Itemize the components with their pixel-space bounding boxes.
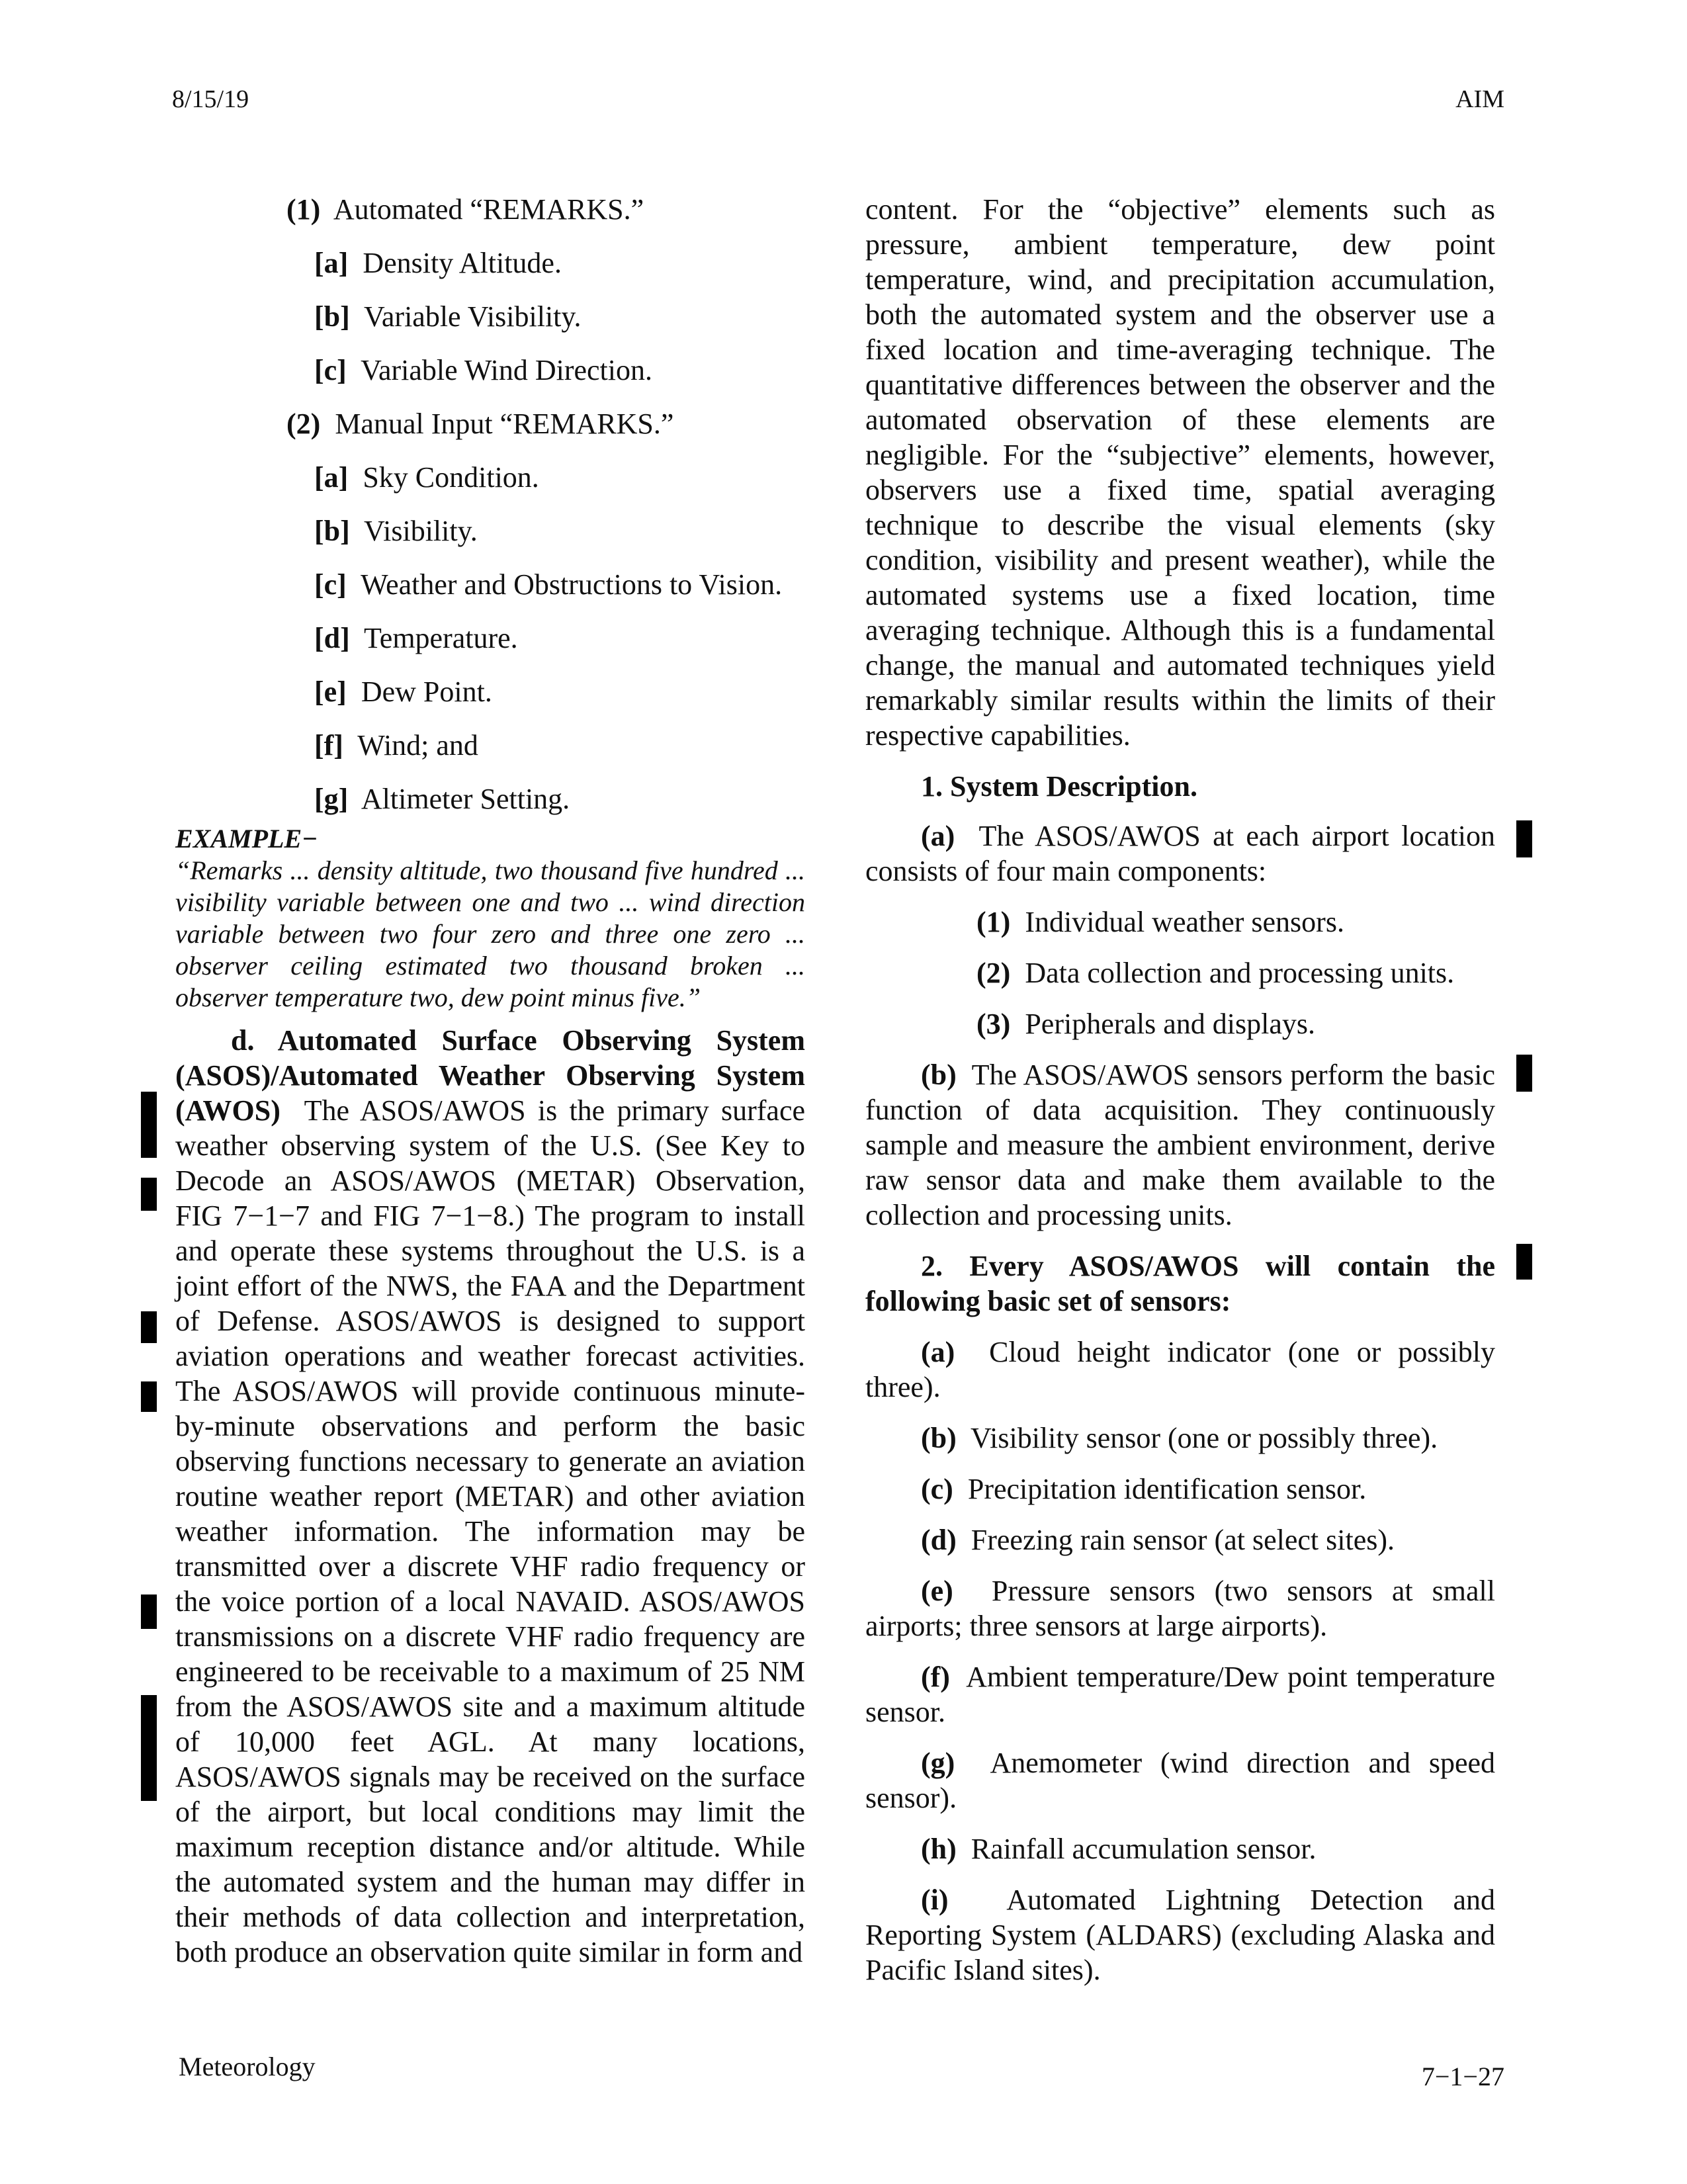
sensors-function-paragraph bbox=[865, 1057, 1495, 1233]
component-item bbox=[865, 904, 1495, 939]
remarks-sub-item bbox=[175, 353, 805, 388]
item-number: (a) bbox=[921, 820, 955, 852]
item-number: (c) bbox=[921, 1473, 953, 1505]
sensor-item bbox=[865, 1420, 1495, 1456]
item-text: The ASOS/AWOS at each airport location consists of four main components: bbox=[865, 820, 1495, 887]
item-text: Ambient temperature/Dew point temperature sensor. bbox=[865, 1661, 1495, 1728]
change-bar bbox=[141, 1695, 157, 1801]
item-number: [c] bbox=[314, 354, 347, 386]
item-text: Variable Wind Direction. bbox=[361, 354, 653, 386]
item-number: [d] bbox=[314, 622, 350, 654]
components-paragraph bbox=[865, 818, 1495, 889]
section-d-heading: d. Automated Surface Observing System (ASOS)/Automated Weather Observing System (AWOS) bbox=[175, 1024, 805, 1127]
item-number: (h) bbox=[921, 1833, 957, 1865]
change-bar bbox=[141, 1381, 157, 1412]
item-text: Peripherals and displays. bbox=[1025, 1008, 1316, 1040]
remarks-sub-item bbox=[175, 567, 805, 602]
sensor-item bbox=[865, 1522, 1495, 1557]
item-text: Variable Visibility. bbox=[364, 300, 582, 333]
sensor-set-heading: 2. Every ASOS/AWOS will contain the following basic set of sensors: bbox=[865, 1250, 1495, 1317]
sensor-item bbox=[865, 1573, 1495, 1643]
item-text: Pressure sensors (two sensors at small airports; three sensors at large airports). bbox=[865, 1575, 1496, 1642]
item-text: Visibility sensor (one or possibly three). bbox=[971, 1422, 1438, 1454]
item-text: Automated “REMARKS.” bbox=[333, 193, 644, 226]
item-number: (a) bbox=[921, 1336, 955, 1368]
item-text: Temperature. bbox=[364, 622, 518, 654]
item-text: The ASOS/AWOS sensors perform the basic function of data acquisition. They continuously sample and measure the ambient environment, derive raw sensor data and make them available to the collection and processing units. bbox=[865, 1059, 1495, 1231]
item-text: Weather and Obstructions to Vision. bbox=[361, 568, 783, 601]
item-number: [b] bbox=[314, 300, 350, 333]
item-number: (b) bbox=[921, 1059, 957, 1091]
remarks-sub-item bbox=[175, 245, 805, 281]
item-number: [e] bbox=[314, 676, 347, 708]
item-text: Anemometer (wind direction and speed sensor). bbox=[865, 1747, 1496, 1814]
item-text: Wind; and bbox=[357, 729, 478, 762]
remarks-sub-item bbox=[175, 781, 805, 816]
left-column bbox=[175, 192, 805, 1986]
component-item bbox=[865, 1006, 1495, 1041]
item-text: Precipitation identification sensor. bbox=[967, 1473, 1367, 1505]
item-number: (2) bbox=[976, 957, 1011, 989]
section-d-text: The ASOS/AWOS is the primary surface weather observing system of the U.S. (See Key to Decode an ASOS/AWOS (METAR) Observation, FIG 7−1−7 and FIG 7−1−8.) The program to install and operate these systems throughout the U.S. is a joint effort of the NWS, the FAA and the Department of Defense. ASOS/AWOS is designed to support aviation operations and weather forecast activities. The ASOS/AWOS will provide continuous minute-by-minute observations and perform the basic observing functions necessary to generate an aviation routine weather report (METAR) and other aviation weather information. The information may be transmitted over a discrete VHF radio frequency or the voice portion of a local NAVAID. ASOS/AWOS transmissions on a discrete VHF radio frequency are engineered to be receivable to a maximum of 25 NM from the ASOS/AWOS site and a maximum altitude of 10,000 feet AGL. At many locations, ASOS/AWOS signals may be received on the surface of the airport, but local conditions may limit the maximum reception distance and/or altitude. While the automated system and the human may differ in their methods of data collection and interpretation, both produce an observation quite similar in form and bbox=[175, 1094, 805, 1968]
sensor-item bbox=[865, 1334, 1495, 1405]
right-column bbox=[865, 192, 1495, 2003]
remarks-item-manual bbox=[175, 406, 805, 441]
item-text: Manual Input “REMARKS.” bbox=[335, 408, 674, 440]
item-text: Sky Condition. bbox=[363, 461, 539, 494]
item-number: (1) bbox=[976, 906, 1011, 938]
footer-page-number: 7−1−27 bbox=[1421, 2062, 1504, 2091]
page-header-publication: AIM bbox=[1455, 85, 1504, 113]
item-number: [c] bbox=[314, 568, 347, 601]
sensor-item bbox=[865, 1471, 1495, 1507]
remarks-sub-item bbox=[175, 299, 805, 334]
item-number: (g) bbox=[921, 1747, 955, 1779]
item-text: Cloud height indicator (one or possibly three). bbox=[865, 1336, 1496, 1403]
remarks-sub-item bbox=[175, 621, 805, 656]
remarks-sub-item bbox=[175, 513, 805, 548]
remarks-sub-item bbox=[175, 674, 805, 709]
change-bar bbox=[1516, 1055, 1532, 1092]
remarks-item-automated bbox=[175, 192, 805, 227]
remarks-sub-item bbox=[175, 460, 805, 495]
sensor-item bbox=[865, 1882, 1495, 1987]
sensor-item bbox=[865, 1659, 1495, 1729]
item-number: (3) bbox=[976, 1008, 1011, 1040]
change-bar bbox=[141, 1311, 157, 1343]
continued-paragraph: content. For the “objective” elements such as pressure, ambient temperature, dew point temperature, wind, and precipitation accumulation, both the automated system and the observer use a fixed location and time-averaging technique. The quantitative differences between the observer and the automated observation of these elements are negligible. For the “subjective” elements, however, observers use a fixed time, spatial averaging technique to describe the visual elements (sky condition, visibility and present weather), while the automated systems use a fixed location, time averaging technique. Although this is a fundamental change, the manual and automated techniques yield remarkably similar results within the limits of their respective capabilities. bbox=[865, 193, 1495, 752]
item-number: (b) bbox=[921, 1422, 957, 1454]
item-number: [f] bbox=[314, 729, 343, 762]
page-header-date: 8/15/19 bbox=[172, 85, 249, 113]
example-text: “Remarks ... density altitude, two thousand five hundred ... visibility variable between one and two ... wind direction variable between two four zero and three one zero ... observer ceiling estimated two thousand broken ... observer temperature two, dew point minus five.” bbox=[175, 855, 805, 1012]
item-text: Freezing rain sensor (at select sites). bbox=[971, 1524, 1395, 1556]
item-number: (e) bbox=[921, 1575, 953, 1607]
footer-chapter: Meteorology bbox=[179, 2052, 316, 2081]
sensor-item bbox=[865, 1745, 1495, 1815]
item-text: Altimeter Setting. bbox=[361, 783, 570, 815]
system-description-heading: 1. System Description. bbox=[921, 770, 1197, 803]
item-number: (2) bbox=[286, 408, 321, 440]
item-number: (d) bbox=[921, 1524, 957, 1556]
item-number: [a] bbox=[314, 247, 349, 279]
section-d-paragraph bbox=[175, 1023, 805, 1970]
item-number: [b] bbox=[314, 515, 350, 547]
remarks-sub-item bbox=[175, 728, 805, 763]
change-bar bbox=[141, 1178, 157, 1211]
item-text: Automated Lightning Detection and Reporting System (ALDARS) (excluding Alaska and Pacific Island sites). bbox=[865, 1884, 1496, 1986]
item-text: Rainfall accumulation sensor. bbox=[971, 1833, 1317, 1865]
change-bar bbox=[141, 1092, 157, 1158]
item-text: Visibility. bbox=[364, 515, 478, 547]
change-bar bbox=[1516, 1244, 1532, 1280]
item-number: [a] bbox=[314, 461, 349, 494]
item-number: (1) bbox=[286, 193, 321, 226]
item-number: (i) bbox=[921, 1884, 949, 1916]
example-label: EXAMPLE− bbox=[175, 824, 318, 853]
item-text: Individual weather sensors. bbox=[1025, 906, 1344, 938]
item-text: Data collection and processing units. bbox=[1025, 957, 1455, 989]
sensor-item bbox=[865, 1831, 1495, 1866]
item-number: [g] bbox=[314, 783, 349, 815]
item-text: Dew Point. bbox=[361, 676, 492, 708]
item-number: (f) bbox=[921, 1661, 950, 1693]
change-bar bbox=[141, 1594, 157, 1629]
change-bar bbox=[1516, 820, 1532, 857]
component-item bbox=[865, 955, 1495, 990]
item-text: Density Altitude. bbox=[363, 247, 562, 279]
